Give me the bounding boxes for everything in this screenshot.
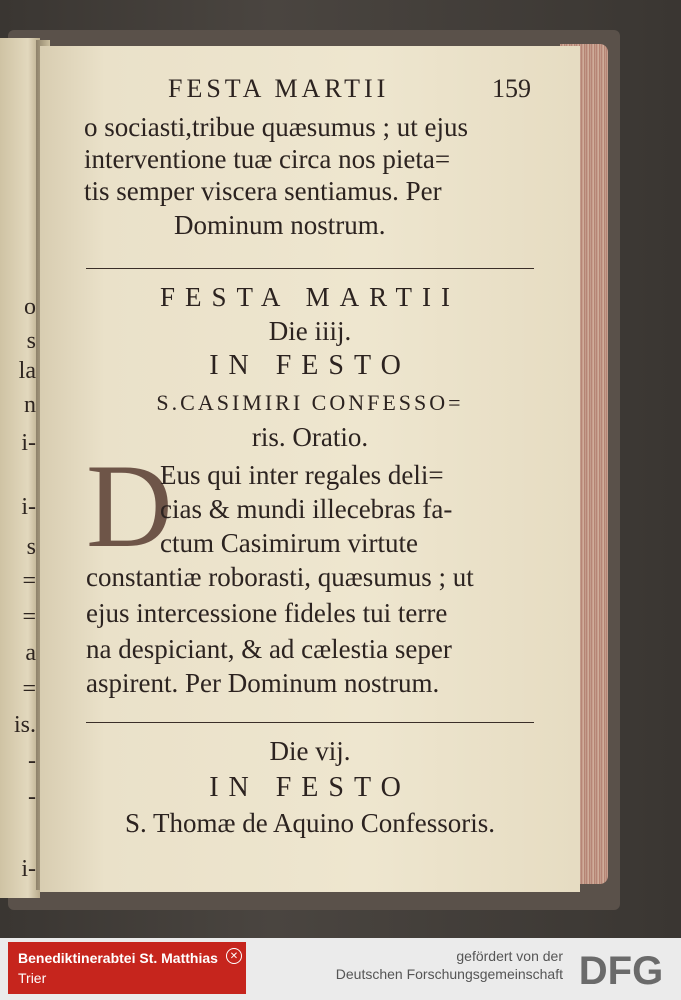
left-fragment: la (18, 358, 36, 384)
divider-rule (86, 268, 534, 269)
left-fragment: o (24, 294, 36, 320)
institution-name: Benediktinerabtei St. Matthias (18, 950, 218, 966)
institution-badge[interactable] (8, 942, 246, 994)
section-date: Die vij. (269, 736, 351, 766)
left-fragment: a (25, 640, 36, 666)
institution-city: Trier (18, 970, 47, 986)
funding-note (336, 947, 563, 983)
feast-heading: IN FESTO (209, 772, 411, 803)
left-fragment: = (22, 568, 36, 594)
left-fragment: s (26, 328, 36, 354)
left-fragment: i- (21, 856, 36, 882)
left-fragment: n (24, 392, 36, 418)
left-fragment: = (22, 676, 36, 702)
prayer-line: Eus qui inter regales deli= (160, 460, 444, 490)
divider-rule (86, 722, 534, 723)
funding-line: gefördert von der (456, 948, 563, 964)
text-line: o sociasti,tribue quæsumus ; ut ejus (84, 112, 468, 142)
running-head: FESTA MARTII (168, 74, 390, 103)
dfg-logo[interactable] (571, 946, 671, 990)
prayer-line: aspirent. Per Dominum nostrum. (86, 668, 440, 698)
prayer-line: ejus intercessione fideles tui terre (86, 598, 448, 628)
section-date: Die iiij. (268, 316, 352, 346)
prayer-line: ctum Casimirum virtute (160, 528, 418, 558)
saint-name: S.CASIMIRI CONFESSO= (156, 390, 464, 415)
abbey-emblem-icon: ✕ (226, 948, 242, 964)
prayer-line: constantiæ roborasti, quæsumus ; ut (86, 562, 474, 592)
left-fragment: - (28, 784, 36, 810)
text-line: interventione tuæ circa nos pieta= (84, 144, 451, 174)
left-fragment: i- (21, 430, 36, 456)
prayer-line: cias & mundi illecebras fa- (160, 494, 453, 524)
left-fragment: = (22, 604, 36, 630)
left-page-edge (0, 38, 40, 898)
left-fragment: - (28, 748, 36, 774)
dfg-logo-text: DFG (578, 949, 664, 990)
text-line: tis semper viscera sentiamus. Per (84, 176, 442, 206)
left-fragment: is. (13, 712, 36, 738)
section-heading: FESTA MARTII (160, 282, 460, 312)
feast-heading: IN FESTO (209, 350, 411, 381)
text-line: Dominum nostrum. (174, 210, 386, 240)
funding-line: Deutschen Forschungsgemeinschaft (335, 966, 563, 982)
saint-name: S. Thomæ de Aquino Confessoris. (124, 808, 496, 838)
saint-name-cont: ris. Oratio. (251, 422, 369, 452)
left-fragment: s (26, 534, 36, 560)
right-page (40, 46, 580, 892)
drop-cap: D (86, 439, 173, 572)
footer-bar (0, 938, 681, 1000)
left-fragment: i- (21, 494, 36, 520)
page-number: 159 (492, 74, 531, 103)
prayer-line: na despiciant, & ad cælestia seper (86, 634, 452, 664)
